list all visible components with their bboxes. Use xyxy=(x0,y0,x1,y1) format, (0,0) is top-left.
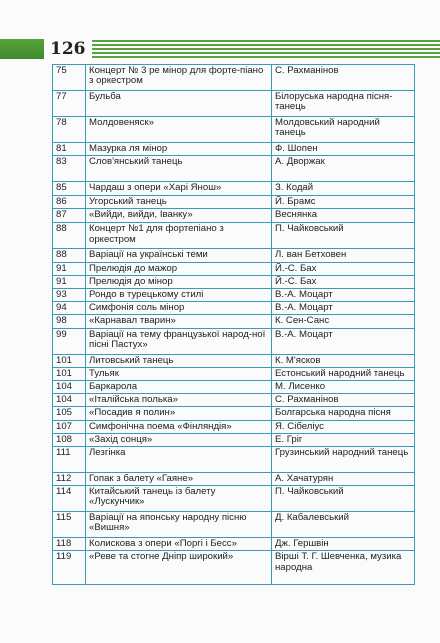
work-title: Лезгінка xyxy=(86,447,272,473)
work-title: Рондо в турецькому стилі xyxy=(86,289,272,302)
page-header xyxy=(0,33,440,65)
table-body xyxy=(53,65,415,585)
page-ref: 107 xyxy=(53,420,86,433)
table-row xyxy=(53,156,415,182)
page-ref: 91 xyxy=(53,275,86,288)
page-ref: 86 xyxy=(53,196,86,209)
table-row xyxy=(53,143,415,156)
page-ref: 105 xyxy=(53,407,86,420)
work-title: Тульяк xyxy=(86,367,272,380)
work-title: Чардаш з опери «Харі Янош» xyxy=(86,182,272,196)
page-ref: 112 xyxy=(53,473,86,486)
table-row xyxy=(53,538,415,551)
composer: Д. Кабалевський xyxy=(272,512,415,538)
page-ref: 101 xyxy=(53,354,86,367)
work-title: Гопак з балету «Гаяне» xyxy=(86,473,272,486)
work-title: Симфонічна поема «Фінляндія» xyxy=(86,420,272,433)
page-ref: 98 xyxy=(53,315,86,328)
composer: В.-А. Моцарт xyxy=(272,302,415,315)
table-row xyxy=(53,196,415,209)
work-title: Прелюдія до мінор xyxy=(86,275,272,288)
page-ref: 104 xyxy=(53,394,86,407)
page-ref: 104 xyxy=(53,381,86,394)
table-row xyxy=(53,473,415,486)
page-ref: 115 xyxy=(53,512,86,538)
page-number: 126 xyxy=(44,33,92,65)
table-row xyxy=(53,262,415,275)
work-title: «Реве та стогне Дніпр широкий» xyxy=(86,551,272,585)
work-title: Концерт № 3 ре мінор для форте-піано з оркестром xyxy=(86,65,272,91)
page-ref: 83 xyxy=(53,156,86,182)
table-row xyxy=(53,223,415,249)
work-title: Мазурка ля мінор xyxy=(86,143,272,156)
composer: Л. ван Бетховен xyxy=(272,249,415,262)
composer: Й. Брамс xyxy=(272,196,415,209)
composer: Ф. Шопен xyxy=(272,143,415,156)
music-works-table xyxy=(52,64,415,585)
work-title: Варіації на тему французької народ-ної пісні Пастух» xyxy=(86,328,272,354)
composer: Веснянка xyxy=(272,209,415,223)
page-ref: 101 xyxy=(53,367,86,380)
composer: А. Хачатурян xyxy=(272,473,415,486)
table-row xyxy=(53,381,415,394)
composer: В.-А. Моцарт xyxy=(272,328,415,354)
work-title: Варіації на японську народну пісню «Вишня» xyxy=(86,512,272,538)
composer: С. Рахманінов xyxy=(272,65,415,91)
composer: В.-А. Моцарт xyxy=(272,289,415,302)
work-title: Колискова з опери «Поргі і Бесс» xyxy=(86,538,272,551)
page-ref: 99 xyxy=(53,328,86,354)
table-row xyxy=(53,249,415,262)
page-ref: 108 xyxy=(53,433,86,446)
table-row xyxy=(53,328,415,354)
page-ref: 114 xyxy=(53,486,86,512)
page-ref: 88 xyxy=(53,223,86,249)
table-row xyxy=(53,367,415,380)
page-ref: 111 xyxy=(53,447,86,473)
composer: Грузинський народний танець xyxy=(272,447,415,473)
page-ref: 88 xyxy=(53,249,86,262)
composer: П. Чайковський xyxy=(272,223,415,249)
page-ref: 85 xyxy=(53,182,86,196)
work-title: Литовський танець xyxy=(86,354,272,367)
table-row xyxy=(53,433,415,446)
composer: Вірші Т. Г. Шевченка, музика народна xyxy=(272,551,415,585)
composer: К. Сен-Санс xyxy=(272,315,415,328)
work-title: Слов'янський танець xyxy=(86,156,272,182)
page-ref: 77 xyxy=(53,91,86,117)
work-title: Бульба xyxy=(86,91,272,117)
composer: Е. Гріг xyxy=(272,433,415,446)
table-row xyxy=(53,91,415,117)
page-ref: 81 xyxy=(53,143,86,156)
work-title: «Вийди, вийди, Іванку» xyxy=(86,209,272,223)
composer: Естонський народний танець xyxy=(272,367,415,380)
page-ref: 93 xyxy=(53,289,86,302)
page-ref: 119 xyxy=(53,551,86,585)
table-row xyxy=(53,551,415,585)
page-ref: 91 xyxy=(53,262,86,275)
composer: А. Дворжак xyxy=(272,156,415,182)
table-row xyxy=(53,275,415,288)
composer: П. Чайковський xyxy=(272,486,415,512)
page-ref: 75 xyxy=(53,65,86,91)
work-title: «Захід сонця» xyxy=(86,433,272,446)
work-title: Угорський танець xyxy=(86,196,272,209)
page-ref: 94 xyxy=(53,302,86,315)
composer: К. М'ясков xyxy=(272,354,415,367)
table-row xyxy=(53,354,415,367)
composer: Й.-С. Бах xyxy=(272,262,415,275)
work-title: «Карнавал тварин» xyxy=(86,315,272,328)
table-row xyxy=(53,117,415,143)
table-row xyxy=(53,209,415,223)
composer: Дж. Гершвін xyxy=(272,538,415,551)
composer: Молдовський народний танець xyxy=(272,117,415,143)
composer: Болгарська народна пісня xyxy=(272,407,415,420)
work-title: Китайський танець із балету «Лускунчик» xyxy=(86,486,272,512)
table-row xyxy=(53,289,415,302)
table-row xyxy=(53,182,415,196)
table-row xyxy=(53,65,415,91)
table-row xyxy=(53,302,415,315)
composer: Й.-С. Бах xyxy=(272,275,415,288)
work-title: Симфонія соль мінор xyxy=(86,302,272,315)
table-row xyxy=(53,420,415,433)
work-title: Концерт №1 для фортепіано з оркестром xyxy=(86,223,272,249)
composer: М. Лисенко xyxy=(272,381,415,394)
work-title: Молдовеняск» xyxy=(86,117,272,143)
table-row xyxy=(53,315,415,328)
composer: Білоруська народна пісня-танець xyxy=(272,91,415,117)
work-title: Варіації на українські теми xyxy=(86,249,272,262)
composer: С. Рахманінов xyxy=(272,394,415,407)
composer: Я. Сібеліус xyxy=(272,420,415,433)
table-row xyxy=(53,447,415,473)
header-green-stripes xyxy=(88,40,440,58)
page-ref: 78 xyxy=(53,117,86,143)
work-title: «Посадив я полин» xyxy=(86,407,272,420)
composer: З. Кодай xyxy=(272,182,415,196)
work-title: Баркарола xyxy=(86,381,272,394)
page-ref: 118 xyxy=(53,538,86,551)
work-title: «Італійська полька» xyxy=(86,394,272,407)
work-title: Прелюдія до мажор xyxy=(86,262,272,275)
table-row xyxy=(53,407,415,420)
page-ref: 87 xyxy=(53,209,86,223)
table-row xyxy=(53,512,415,538)
header-green-band xyxy=(0,39,44,59)
table-row xyxy=(53,486,415,512)
table-row xyxy=(53,394,415,407)
